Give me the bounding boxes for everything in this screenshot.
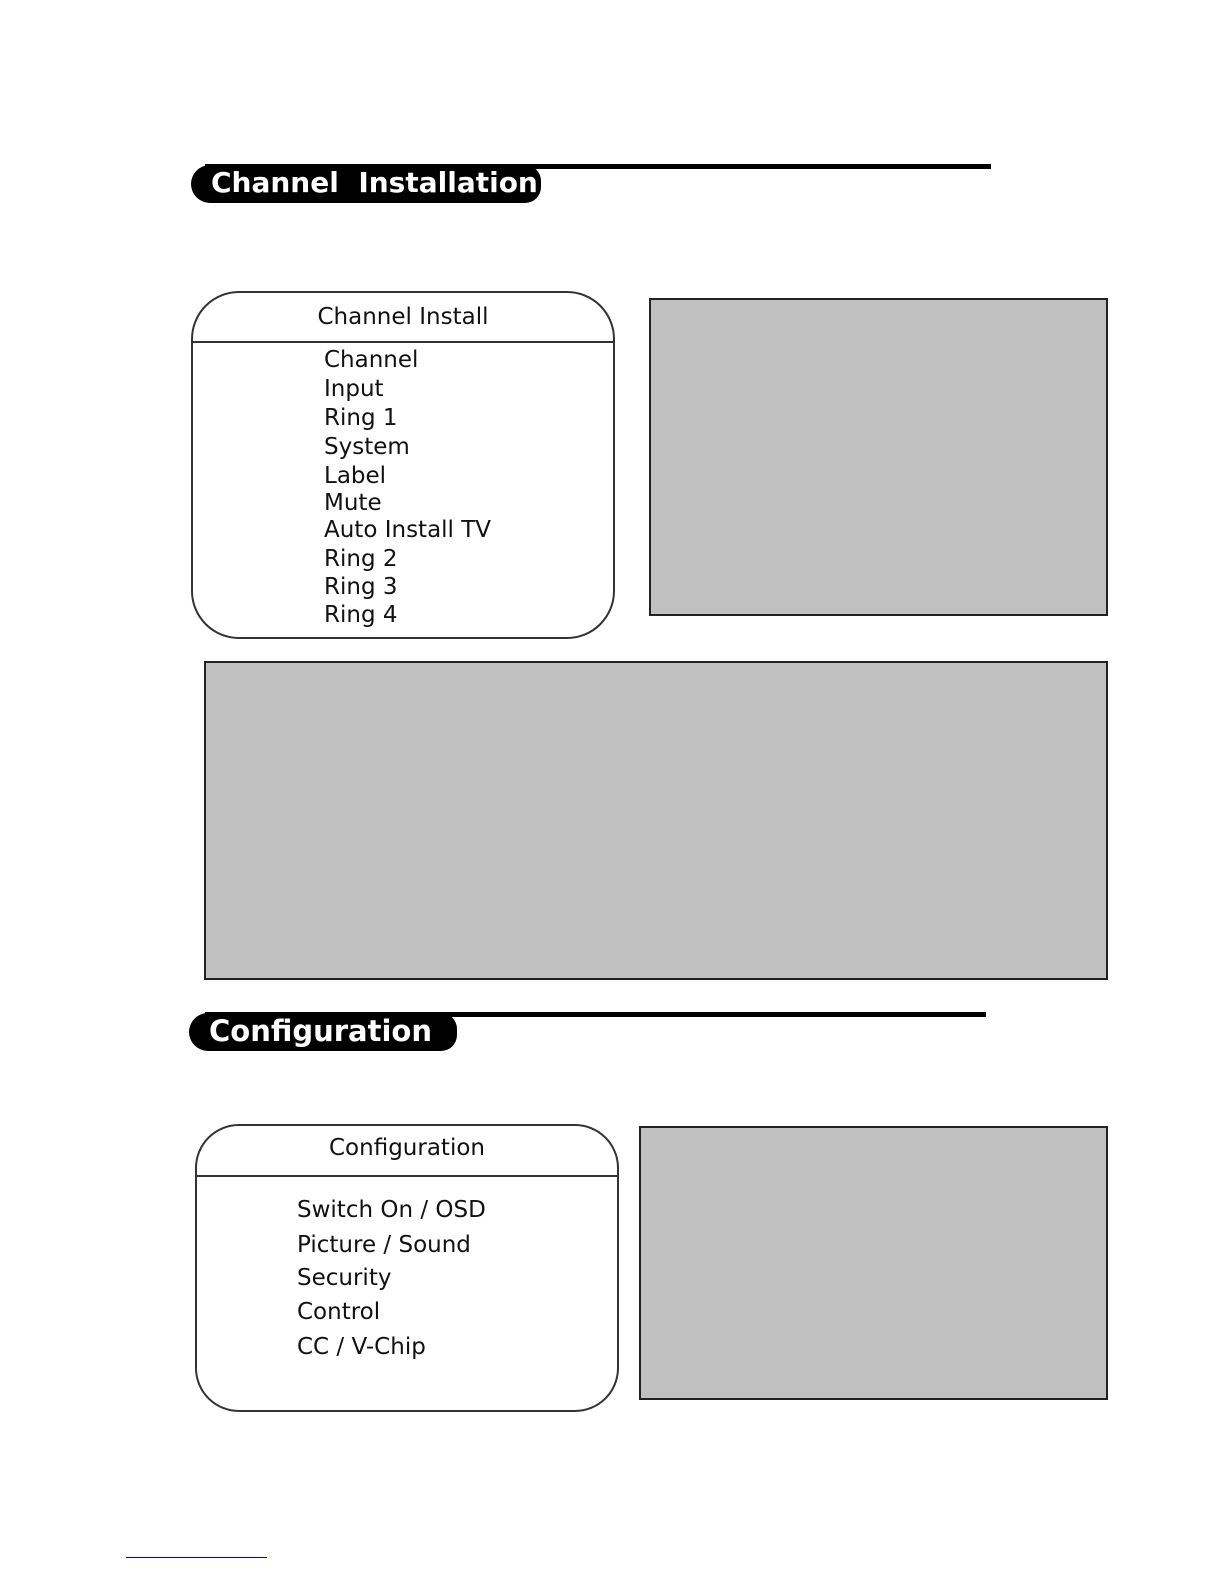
configuration-description-panel <box>639 1126 1108 1400</box>
footer-link-rule <box>126 1557 267 1558</box>
menu-item-control[interactable]: Control <box>297 1299 381 1325</box>
channel-install-menu <box>191 291 615 639</box>
menu-item-auto-install-tv[interactable]: Auto Install TV <box>324 517 492 543</box>
menu-item-ring-2[interactable]: Ring 2 <box>324 546 398 572</box>
configuration-heading: Configuration <box>189 1013 457 1051</box>
menu-item-ring-3[interactable]: Ring 3 <box>324 574 398 600</box>
channel-install-items <box>324 347 491 630</box>
menu-item-system[interactable]: System <box>324 434 410 460</box>
menu-title: Channel Install <box>317 304 489 330</box>
menu-item-label[interactable]: Label <box>324 463 387 489</box>
menu-title: Configuration <box>329 1135 485 1161</box>
menu-divider <box>193 341 613 343</box>
menu-divider <box>197 1175 617 1177</box>
configuration-items <box>297 1197 486 1369</box>
menu-item-ring-1[interactable]: Ring 1 <box>324 405 398 431</box>
menu-item-ring-4[interactable]: Ring 4 <box>324 602 398 628</box>
channel-installation-heading: Channel Installation <box>191 165 541 203</box>
menu-item-cc-v-chip[interactable]: CC / V-Chip <box>297 1334 426 1360</box>
menu-item-security[interactable]: Security <box>297 1265 392 1291</box>
channel-install-instructions-panel <box>204 661 1108 980</box>
menu-item-mute[interactable]: Mute <box>324 490 382 516</box>
menu-item-input[interactable]: Input <box>324 376 384 402</box>
channel-install-description-panel <box>649 298 1108 616</box>
menu-item-switch-on-osd[interactable]: Switch On / OSD <box>297 1197 486 1223</box>
menu-item-picture-sound[interactable]: Picture / Sound <box>297 1232 471 1258</box>
configuration-menu <box>195 1124 619 1412</box>
menu-item-channel[interactable]: Channel <box>324 347 419 373</box>
